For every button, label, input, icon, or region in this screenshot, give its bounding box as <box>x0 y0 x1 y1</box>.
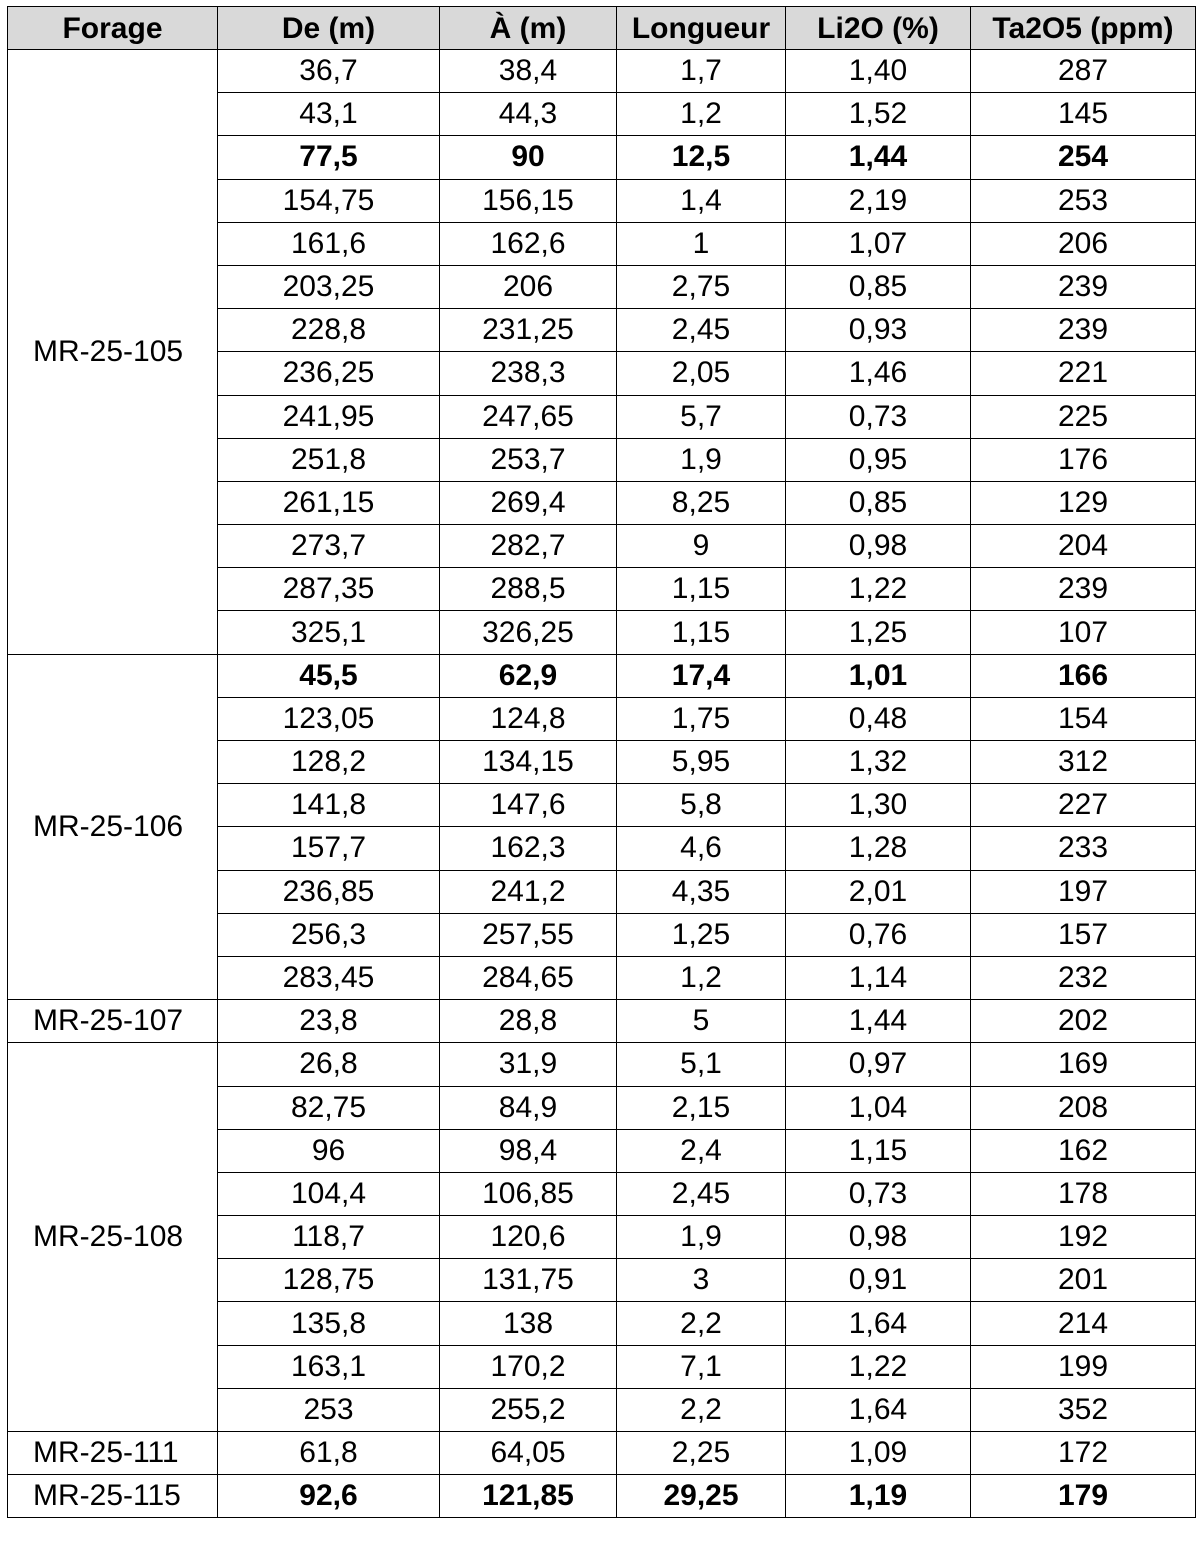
cell-length: 29,25 <box>617 1475 786 1518</box>
cell-li2o: 0,85 <box>786 481 971 524</box>
cell-li2o: 1,07 <box>786 222 971 265</box>
cell-li2o: 1,44 <box>786 1000 971 1043</box>
cell-to: 64,05 <box>440 1432 617 1475</box>
cell-li2o: 0,98 <box>786 525 971 568</box>
cell-li2o: 1,09 <box>786 1432 971 1475</box>
cell-length: 2,25 <box>617 1432 786 1475</box>
cell-from: 104,4 <box>218 1172 440 1215</box>
cell-hole-id: MR-25-115 <box>8 1475 218 1518</box>
cell-ta2o5: 169 <box>971 1043 1196 1086</box>
cell-ta2o5: 178 <box>971 1172 1196 1215</box>
cell-to: 31,9 <box>440 1043 617 1086</box>
cell-to: 284,65 <box>440 956 617 999</box>
cell-li2o: 0,85 <box>786 265 971 308</box>
cell-from: 236,85 <box>218 870 440 913</box>
header-length: Longueur <box>617 7 786 50</box>
cell-length: 1,25 <box>617 913 786 956</box>
cell-length: 2,45 <box>617 309 786 352</box>
cell-ta2o5: 312 <box>971 741 1196 784</box>
cell-to: 231,25 <box>440 309 617 352</box>
cell-ta2o5: 107 <box>971 611 1196 654</box>
cell-li2o: 0,97 <box>786 1043 971 1086</box>
cell-from: 118,7 <box>218 1216 440 1259</box>
cell-ta2o5: 172 <box>971 1432 1196 1475</box>
cell-ta2o5: 204 <box>971 525 1196 568</box>
cell-length: 2,2 <box>617 1302 786 1345</box>
cell-ta2o5: 232 <box>971 956 1196 999</box>
cell-length: 2,2 <box>617 1388 786 1431</box>
cell-li2o: 0,93 <box>786 309 971 352</box>
cell-ta2o5: 253 <box>971 179 1196 222</box>
cell-from: 241,95 <box>218 395 440 438</box>
header-from: De (m) <box>218 7 440 50</box>
cell-li2o: 1,22 <box>786 1345 971 1388</box>
cell-li2o: 1,32 <box>786 741 971 784</box>
cell-to: 269,4 <box>440 481 617 524</box>
cell-li2o: 1,44 <box>786 136 971 179</box>
cell-from: 273,7 <box>218 525 440 568</box>
cell-to: 282,7 <box>440 525 617 568</box>
cell-from: 26,8 <box>218 1043 440 1086</box>
cell-ta2o5: 225 <box>971 395 1196 438</box>
cell-hole-id: MR-25-111 <box>8 1432 218 1475</box>
cell-to: 326,25 <box>440 611 617 654</box>
cell-li2o: 0,95 <box>786 438 971 481</box>
cell-from: 283,45 <box>218 956 440 999</box>
cell-length: 1,15 <box>617 568 786 611</box>
cell-li2o: 1,52 <box>786 93 971 136</box>
table-row <box>8 654 1196 697</box>
cell-to: 44,3 <box>440 93 617 136</box>
cell-ta2o5: 214 <box>971 1302 1196 1345</box>
cell-length: 5,1 <box>617 1043 786 1086</box>
cell-li2o: 1,64 <box>786 1302 971 1345</box>
cell-from: 161,6 <box>218 222 440 265</box>
cell-to: 38,4 <box>440 50 617 93</box>
cell-from: 43,1 <box>218 93 440 136</box>
cell-ta2o5: 254 <box>971 136 1196 179</box>
cell-length: 1,9 <box>617 1216 786 1259</box>
cell-to: 62,9 <box>440 654 617 697</box>
cell-to: 147,6 <box>440 784 617 827</box>
header-to: À (m) <box>440 7 617 50</box>
cell-length: 4,35 <box>617 870 786 913</box>
table-header <box>8 7 1196 50</box>
cell-length: 1,2 <box>617 956 786 999</box>
cell-li2o: 1,14 <box>786 956 971 999</box>
cell-ta2o5: 201 <box>971 1259 1196 1302</box>
table-row <box>8 1043 1196 1086</box>
cell-from: 261,15 <box>218 481 440 524</box>
cell-to: 162,3 <box>440 827 617 870</box>
cell-ta2o5: 145 <box>971 93 1196 136</box>
cell-ta2o5: 227 <box>971 784 1196 827</box>
cell-ta2o5: 176 <box>971 438 1196 481</box>
cell-from: 157,7 <box>218 827 440 870</box>
cell-length: 9 <box>617 525 786 568</box>
cell-from: 256,3 <box>218 913 440 956</box>
table-body <box>8 50 1196 1518</box>
table-row <box>8 1432 1196 1475</box>
cell-ta2o5: 352 <box>971 1388 1196 1431</box>
cell-hole-id: MR-25-107 <box>8 1000 218 1043</box>
cell-ta2o5: 192 <box>971 1216 1196 1259</box>
cell-ta2o5: 233 <box>971 827 1196 870</box>
cell-to: 156,15 <box>440 179 617 222</box>
cell-from: 154,75 <box>218 179 440 222</box>
cell-from: 77,5 <box>218 136 440 179</box>
header-li2o: Li2O (%) <box>786 7 971 50</box>
cell-li2o: 1,01 <box>786 654 971 697</box>
cell-length: 7,1 <box>617 1345 786 1388</box>
cell-ta2o5: 197 <box>971 870 1196 913</box>
cell-hole-id: MR-25-108 <box>8 1043 218 1432</box>
cell-ta2o5: 162 <box>971 1129 1196 1172</box>
cell-li2o: 1,22 <box>786 568 971 611</box>
cell-ta2o5: 129 <box>971 481 1196 524</box>
cell-from: 141,8 <box>218 784 440 827</box>
cell-li2o: 1,04 <box>786 1086 971 1129</box>
cell-ta2o5: 287 <box>971 50 1196 93</box>
cell-length: 5,8 <box>617 784 786 827</box>
cell-to: 138 <box>440 1302 617 1345</box>
cell-li2o: 2,01 <box>786 870 971 913</box>
cell-ta2o5: 239 <box>971 568 1196 611</box>
cell-li2o: 1,28 <box>786 827 971 870</box>
cell-from: 82,75 <box>218 1086 440 1129</box>
cell-length: 2,05 <box>617 352 786 395</box>
cell-from: 251,8 <box>218 438 440 481</box>
cell-to: 124,8 <box>440 697 617 740</box>
cell-li2o: 1,46 <box>786 352 971 395</box>
cell-to: 241,2 <box>440 870 617 913</box>
cell-li2o: 0,98 <box>786 1216 971 1259</box>
cell-from: 128,75 <box>218 1259 440 1302</box>
cell-ta2o5: 239 <box>971 309 1196 352</box>
cell-to: 162,6 <box>440 222 617 265</box>
cell-to: 288,5 <box>440 568 617 611</box>
table-row <box>8 1000 1196 1043</box>
cell-from: 228,8 <box>218 309 440 352</box>
cell-from: 92,6 <box>218 1475 440 1518</box>
cell-from: 203,25 <box>218 265 440 308</box>
cell-ta2o5: 202 <box>971 1000 1196 1043</box>
cell-length: 5,7 <box>617 395 786 438</box>
cell-from: 135,8 <box>218 1302 440 1345</box>
cell-from: 23,8 <box>218 1000 440 1043</box>
cell-li2o: 1,64 <box>786 1388 971 1431</box>
cell-length: 1,15 <box>617 611 786 654</box>
cell-from: 61,8 <box>218 1432 440 1475</box>
cell-to: 170,2 <box>440 1345 617 1388</box>
cell-to: 28,8 <box>440 1000 617 1043</box>
cell-from: 163,1 <box>218 1345 440 1388</box>
cell-to: 255,2 <box>440 1388 617 1431</box>
cell-to: 134,15 <box>440 741 617 784</box>
cell-from: 325,1 <box>218 611 440 654</box>
cell-length: 3 <box>617 1259 786 1302</box>
header-ta2o5: Ta2O5 (ppm) <box>971 7 1196 50</box>
cell-to: 131,75 <box>440 1259 617 1302</box>
cell-ta2o5: 208 <box>971 1086 1196 1129</box>
assay-results-table <box>7 6 1196 1518</box>
assay-results-document <box>7 6 1196 1518</box>
cell-length: 1,4 <box>617 179 786 222</box>
cell-from: 96 <box>218 1129 440 1172</box>
cell-to: 257,55 <box>440 913 617 956</box>
cell-li2o: 0,73 <box>786 1172 971 1215</box>
cell-to: 238,3 <box>440 352 617 395</box>
cell-ta2o5: 221 <box>971 352 1196 395</box>
cell-length: 12,5 <box>617 136 786 179</box>
cell-li2o: 1,30 <box>786 784 971 827</box>
cell-ta2o5: 179 <box>971 1475 1196 1518</box>
cell-from: 287,35 <box>218 568 440 611</box>
cell-length: 2,4 <box>617 1129 786 1172</box>
cell-to: 98,4 <box>440 1129 617 1172</box>
cell-length: 1 <box>617 222 786 265</box>
cell-ta2o5: 239 <box>971 265 1196 308</box>
cell-ta2o5: 199 <box>971 1345 1196 1388</box>
table-row <box>8 1475 1196 1518</box>
table-row <box>8 50 1196 93</box>
cell-length: 5 <box>617 1000 786 1043</box>
cell-from: 45,5 <box>218 654 440 697</box>
cell-length: 2,15 <box>617 1086 786 1129</box>
cell-li2o: 0,73 <box>786 395 971 438</box>
cell-length: 1,9 <box>617 438 786 481</box>
cell-hole-id: MR-25-106 <box>8 654 218 1000</box>
cell-li2o: 1,40 <box>786 50 971 93</box>
cell-li2o: 1,25 <box>786 611 971 654</box>
cell-to: 206 <box>440 265 617 308</box>
header-row <box>8 7 1196 50</box>
cell-li2o: 0,91 <box>786 1259 971 1302</box>
cell-to: 247,65 <box>440 395 617 438</box>
cell-li2o: 0,48 <box>786 697 971 740</box>
cell-to: 84,9 <box>440 1086 617 1129</box>
cell-length: 5,95 <box>617 741 786 784</box>
cell-ta2o5: 154 <box>971 697 1196 740</box>
cell-length: 17,4 <box>617 654 786 697</box>
cell-from: 128,2 <box>218 741 440 784</box>
cell-length: 4,6 <box>617 827 786 870</box>
cell-length: 1,7 <box>617 50 786 93</box>
cell-from: 36,7 <box>218 50 440 93</box>
cell-ta2o5: 157 <box>971 913 1196 956</box>
cell-length: 1,75 <box>617 697 786 740</box>
cell-li2o: 1,15 <box>786 1129 971 1172</box>
cell-to: 121,85 <box>440 1475 617 1518</box>
cell-to: 120,6 <box>440 1216 617 1259</box>
cell-ta2o5: 206 <box>971 222 1196 265</box>
cell-from: 253 <box>218 1388 440 1431</box>
cell-length: 2,45 <box>617 1172 786 1215</box>
cell-from: 123,05 <box>218 697 440 740</box>
cell-li2o: 2,19 <box>786 179 971 222</box>
cell-length: 8,25 <box>617 481 786 524</box>
cell-length: 2,75 <box>617 265 786 308</box>
cell-li2o: 1,19 <box>786 1475 971 1518</box>
cell-length: 1,2 <box>617 93 786 136</box>
cell-li2o: 0,76 <box>786 913 971 956</box>
cell-from: 236,25 <box>218 352 440 395</box>
cell-to: 253,7 <box>440 438 617 481</box>
cell-ta2o5: 166 <box>971 654 1196 697</box>
header-forage: Forage <box>8 7 218 50</box>
cell-hole-id: MR-25-105 <box>8 50 218 655</box>
cell-to: 90 <box>440 136 617 179</box>
cell-to: 106,85 <box>440 1172 617 1215</box>
